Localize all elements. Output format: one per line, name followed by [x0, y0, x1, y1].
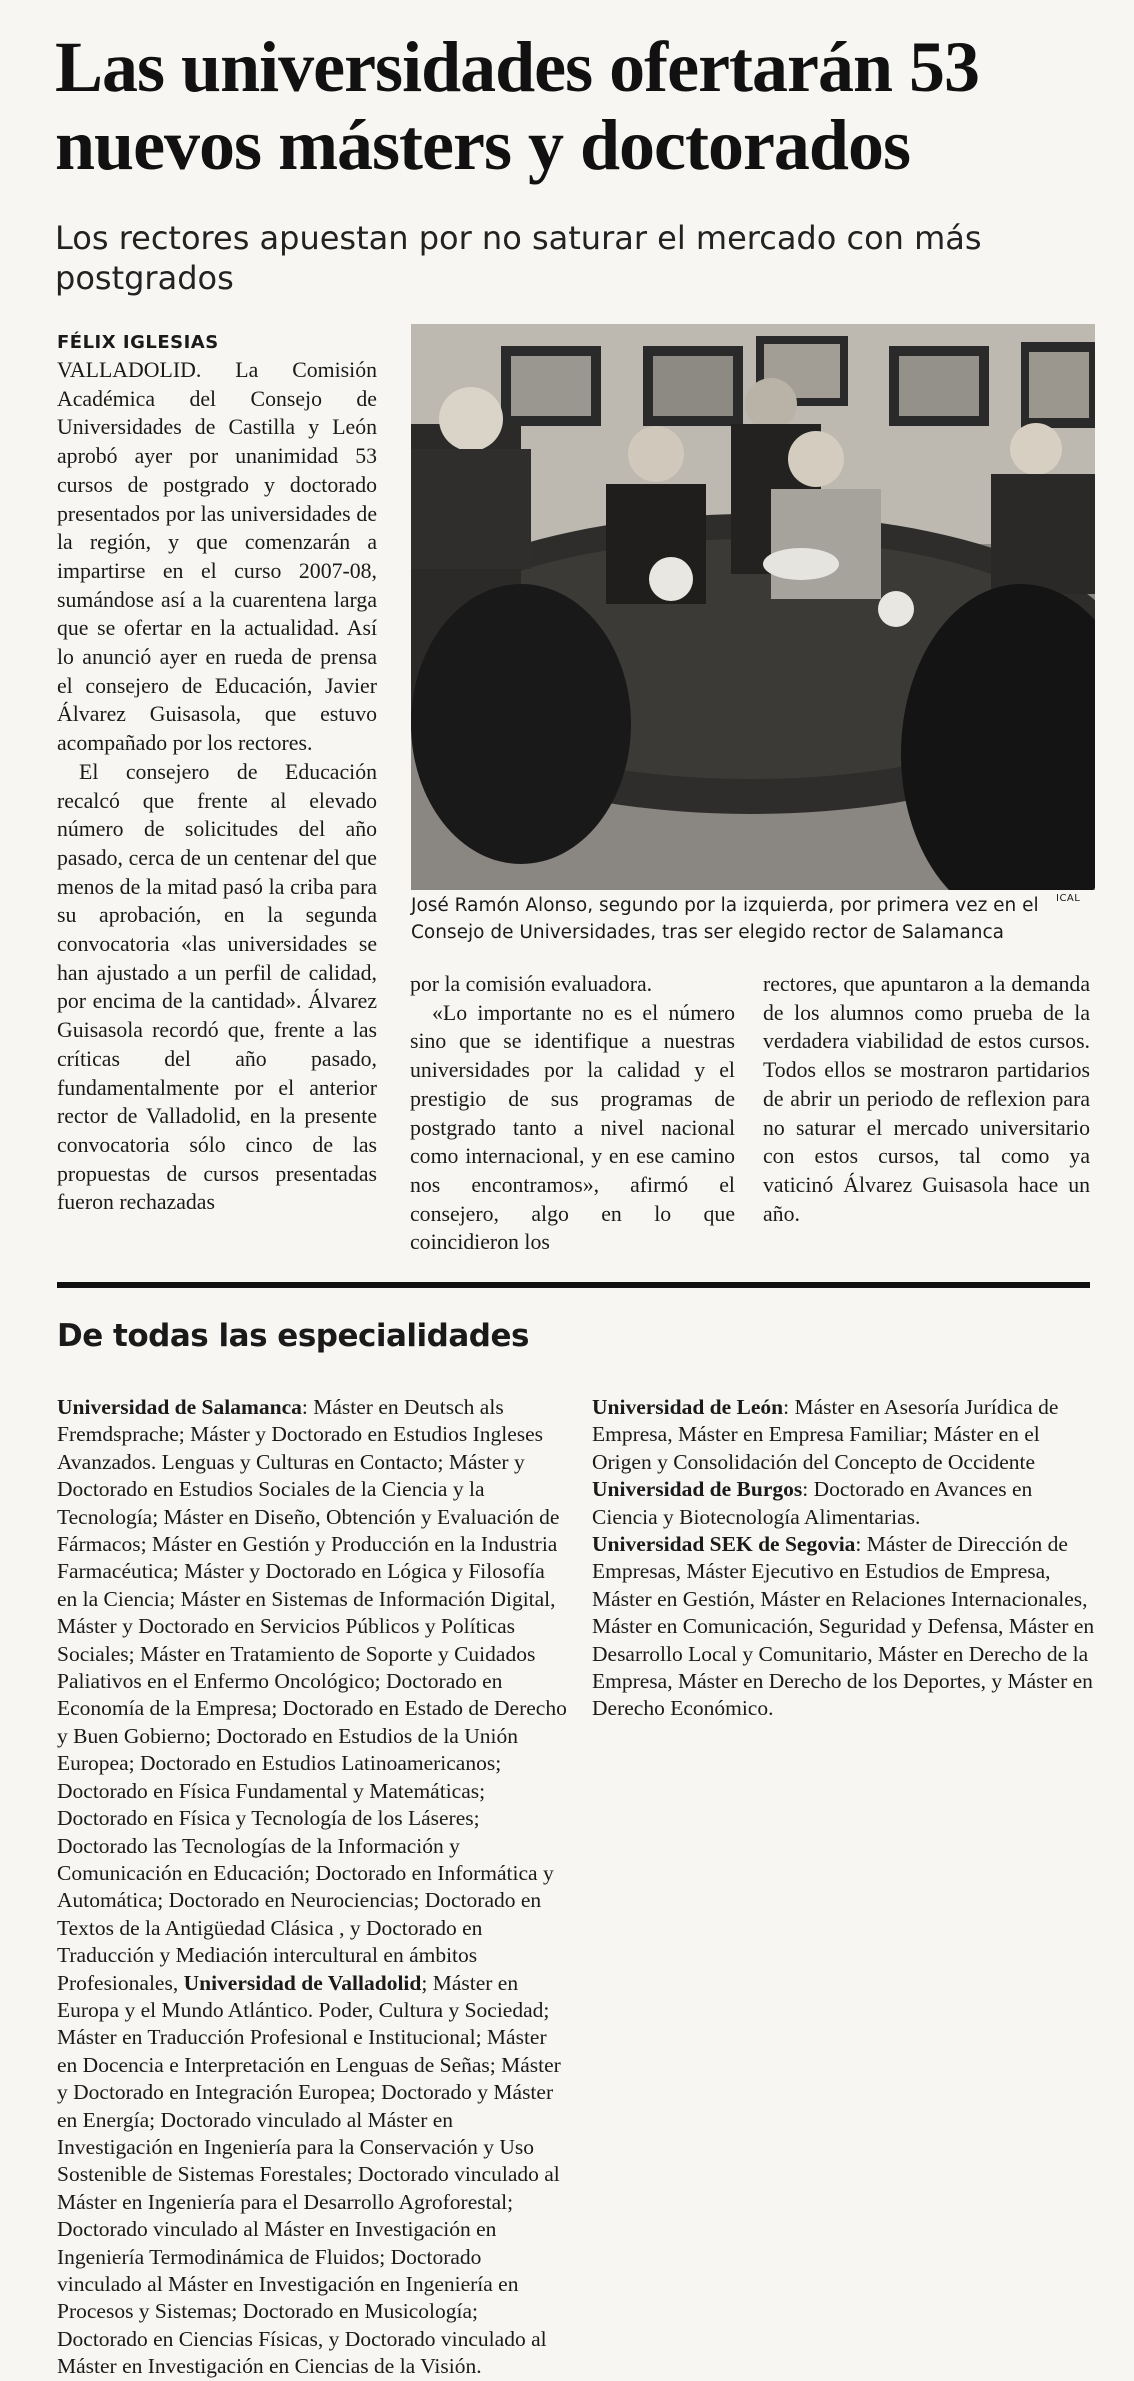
sidebar-title: De todas las especialidades: [57, 1318, 529, 1354]
paragraph: VALLADOLID. La Comisión Académica del Consejo de Universidades de Castilla y León aprobó ayer por unanimidad 53 cursos de postgrado y doctorado presentados por las universidades de la región, y que comenzarán a impartirse en el curso 2007-08, sumándose así a la cuarentena larga que se ofertar en la actualidad. Así lo anunció ayer en rueda de prensa el consejero de Educación, Javier Álvarez Guisasola, que estuvo acompañado por los rectores.: [57, 358, 377, 756]
university-name: Universidad de Valladolid: [183, 1970, 422, 1995]
course-list: : Máster de Dirección de Empresas, Máster Ejecutivo en Estudios de Empresa, Máster en Gestión, Máster en Relaciones Internacionales, Máster en Comunicación, Seguridad y Defensa, Máster en Desarrollo Local y Comunitario, Máster en Derecho de la Empresa, Máster en Derecho de los Deportes, y Máster en Derecho Económico.: [592, 1532, 1095, 1721]
article-column-3: [763, 970, 1090, 1228]
news-photo: [411, 324, 1095, 890]
sidebar-column-2: [592, 1394, 1102, 1723]
subheadline: Los rectores apuestan por no saturar el mercado con más postgrados: [55, 219, 982, 297]
university-name: Universidad de Salamanca: [57, 1395, 302, 1419]
course-list: ; Máster en Europa y el Mundo Atlántico. Poder, Cultura y Sociedad; Máster en Traducción Profesional e Institucional; Máster en Docencia e Interpretación en Lenguas de Señas; Máster y Doctorado en Integración Europea; Doctorado y Máster en Energía; Doctorado vinculado al Máster en Investigación en Ingeniería para la Conservación y Uso Sostenible de Sistemas Forestales; Doctorado vinculado al Máster en Ingeniería para el Desarrollo Agroforestal; Doctorado vinculado al Máster en Investigación en Ingeniería Termodinámica de Fluidos; Doctorado vinculado al Máster en Investigación en Ingeniería en Procesos y Sistemas; Doctorado en Musicología; Doctorado en Ciencias Físicas, y Doctorado vinculado al Máster en Investigación en Ciencias de la Visión.: [57, 1970, 561, 2379]
section-divider: [57, 1282, 1090, 1288]
paragraph: rectores, que apuntaron a la demanda de los alumnos como prueba de la verdadera viabilidad de estos cursos. Todos ellos se mostraron partidarios de abrir un periodo de reflexion para no saturar el mercado universitario con estos cursos, tal como ya vaticinó Álvarez Guisasola hace un año.: [763, 972, 1090, 1226]
paragraph: por la comisión evaluadora.: [410, 972, 653, 996]
university-name: Universidad de León: [592, 1395, 784, 1419]
byline: FÉLIX IGLESIAS: [57, 332, 219, 353]
article-column-1: [57, 356, 377, 1217]
paragraph: «Lo importante no es el número sino que se identifique a nuestras universidades por la calidad y el prestigio de sus programas de postgrado tanto a nivel nacional como internacional, y en ese camino nos encontramos», afirmó el consejero, algo en lo que coincidieron los: [410, 1000, 735, 1255]
photo-caption: José Ramón Alonso, segundo por la izquierda, por primera vez en el Consejo de Universidades, tras ser elegido rector de Salamanca: [411, 895, 1039, 943]
sidebar-column-1: [57, 1394, 567, 2381]
university-name: Universidad de Burgos: [592, 1477, 803, 1502]
headline: Las universidades ofertarán 53 nuevos másters y doctorados: [55, 27, 979, 185]
course-list: : Doctorado en Avances en Ciencia y Biotecnología Alimentarias.: [592, 1477, 1033, 1529]
university-name: Universidad SEK de Segovia: [592, 1532, 856, 1557]
course-list: : Máster en Asesoría Jurídica de Empresa, Máster en Empresa Familiar; Máster en el Origen y Consolidación del Concepto de Occidente: [592, 1395, 1059, 1474]
photo-credit: ICAL: [1056, 893, 1081, 904]
article-column-2: [410, 970, 735, 1257]
paragraph: El consejero de Educación recalcó que frente al elevado número de solicitudes del año pasado, cerca de un centenar del que menos de la mitad pasó la criba para su aprobación, en la segunda convocatoria «las universidades se han ajustado a un perfil de calidad, por encima de la cantidad». Álvarez Guisasola recordó que, frente a las críticas del año pasado, fundamentalmente por el anterior rector de Valladolid, en la presente convocatoria sólo cinco de las propuestas de cursos presentadas fueron rechazadas: [57, 759, 377, 1215]
meeting-photo-illustration: [411, 324, 1095, 890]
course-list: : Máster en Deutsch als Fremdsprache; Máster y Doctorado en Estudios Ingleses Avanzados. Lenguas y Culturas en Contacto; Máster y Doctorado en Estudios Sociales de la Ciencia y la Tecnología; Máster en Diseño, Obtención y Evaluación de Fármacos; Máster en Gestión y Producción en la Industria Farmacéutica; Máster y Doctorado en Lógica y Filosofía en la Ciencia; Máster en Sistemas de Información Digital, Máster y Doctorado en Servicios Públicos y Políticas Sociales; Máster en Tratamiento de Soporte y Cuidados Paliativos en el Enfermo Oncológico; Doctorado en Economía de la Empresa; Doctorado en Estado de Derecho y Buen Gobierno; Doctorado en Estudios de la Unión Europea; Doctorado en Estudios Latinoamericanos; Doctorado en Física Fundamental y Matemáticas; Doctorado en Física y Tecnología de los Láseres; Doctorado las Tecnologías de la Información y Comunicación en Educación; Doctorado en Informática y Automática; Doctorado en Neurociencias; Doctorado en Textos de la Antigüedad Clásica , y Doctorado en Traducción y Mediación intercultural en ámbitos Profesionales,: [57, 1395, 567, 1995]
